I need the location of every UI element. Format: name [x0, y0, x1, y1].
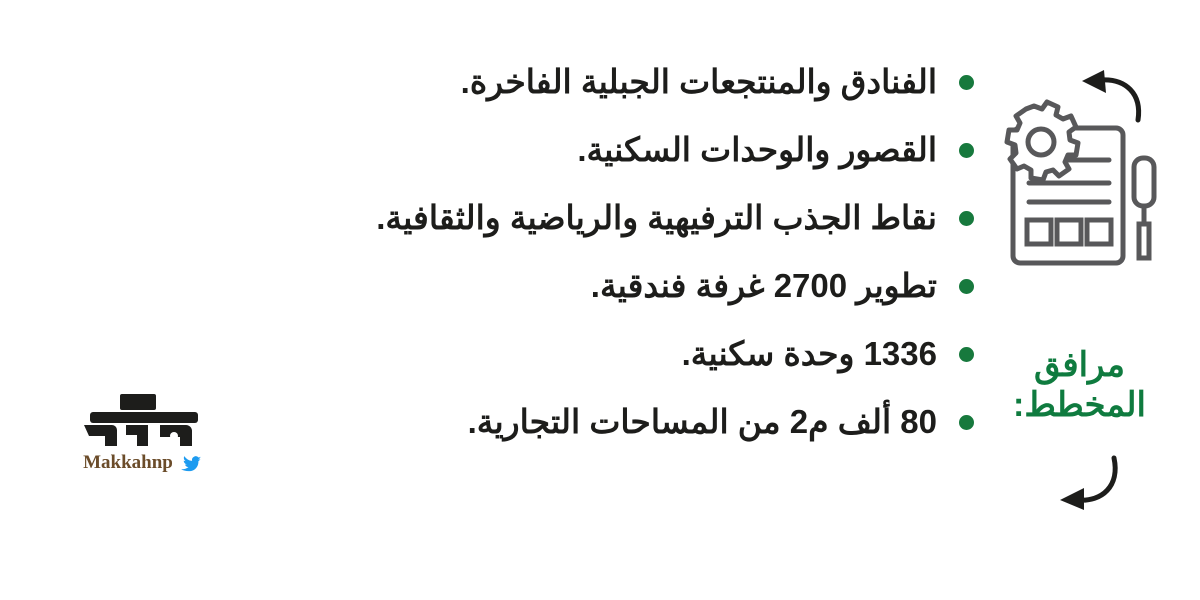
facilities-bullet-list: [220, 48, 980, 456]
list-item: [220, 320, 980, 388]
watermark-handle-row: [55, 452, 230, 474]
curved-arrow-down-left-icon: [1034, 452, 1124, 512]
side-panel-caption-line-2: المخطط:: [1013, 386, 1146, 425]
list-item-label: نقاط الجذب الترفيهية والرياضية والثقافية.: [376, 198, 937, 236]
watermark-logo: [55, 392, 230, 492]
watermark-handle: Makkahnp: [83, 452, 173, 473]
side-panel-caption: [987, 345, 1172, 425]
list-item: [220, 116, 980, 184]
side-panel-caption-line-1: مرافق: [1033, 346, 1126, 384]
list-item-label: 1336 وحدة سكنية.: [681, 334, 937, 372]
list-item: [220, 184, 980, 252]
bullet-dot-icon: [959, 211, 974, 226]
list-item-label: الفنادق والمنتجعات الجبلية الفاخرة.: [460, 62, 937, 100]
list-item-label: القصور والوحدات السكنية.: [577, 130, 937, 168]
list-item-label: 80 ألف م2 من المساحات التجارية.: [467, 402, 937, 440]
list-item-label: تطوير 2700 غرفة فندقية.: [590, 266, 937, 304]
bullet-dot-icon: [959, 279, 974, 294]
plan-facilities-side-panel: [980, 60, 1180, 460]
settings-document-icon: [991, 98, 1166, 288]
list-item: [220, 252, 980, 320]
screwdriver-icon: [1134, 158, 1154, 258]
makkah-wordmark: [68, 392, 218, 450]
bullet-dot-icon: [959, 347, 974, 362]
bullet-dot-icon: [959, 75, 974, 90]
bullet-dot-icon: [959, 415, 974, 430]
bullet-dot-icon: [959, 143, 974, 158]
list-item: [220, 48, 980, 116]
list-item: [220, 388, 980, 456]
twitter-bird-icon: [180, 454, 202, 472]
